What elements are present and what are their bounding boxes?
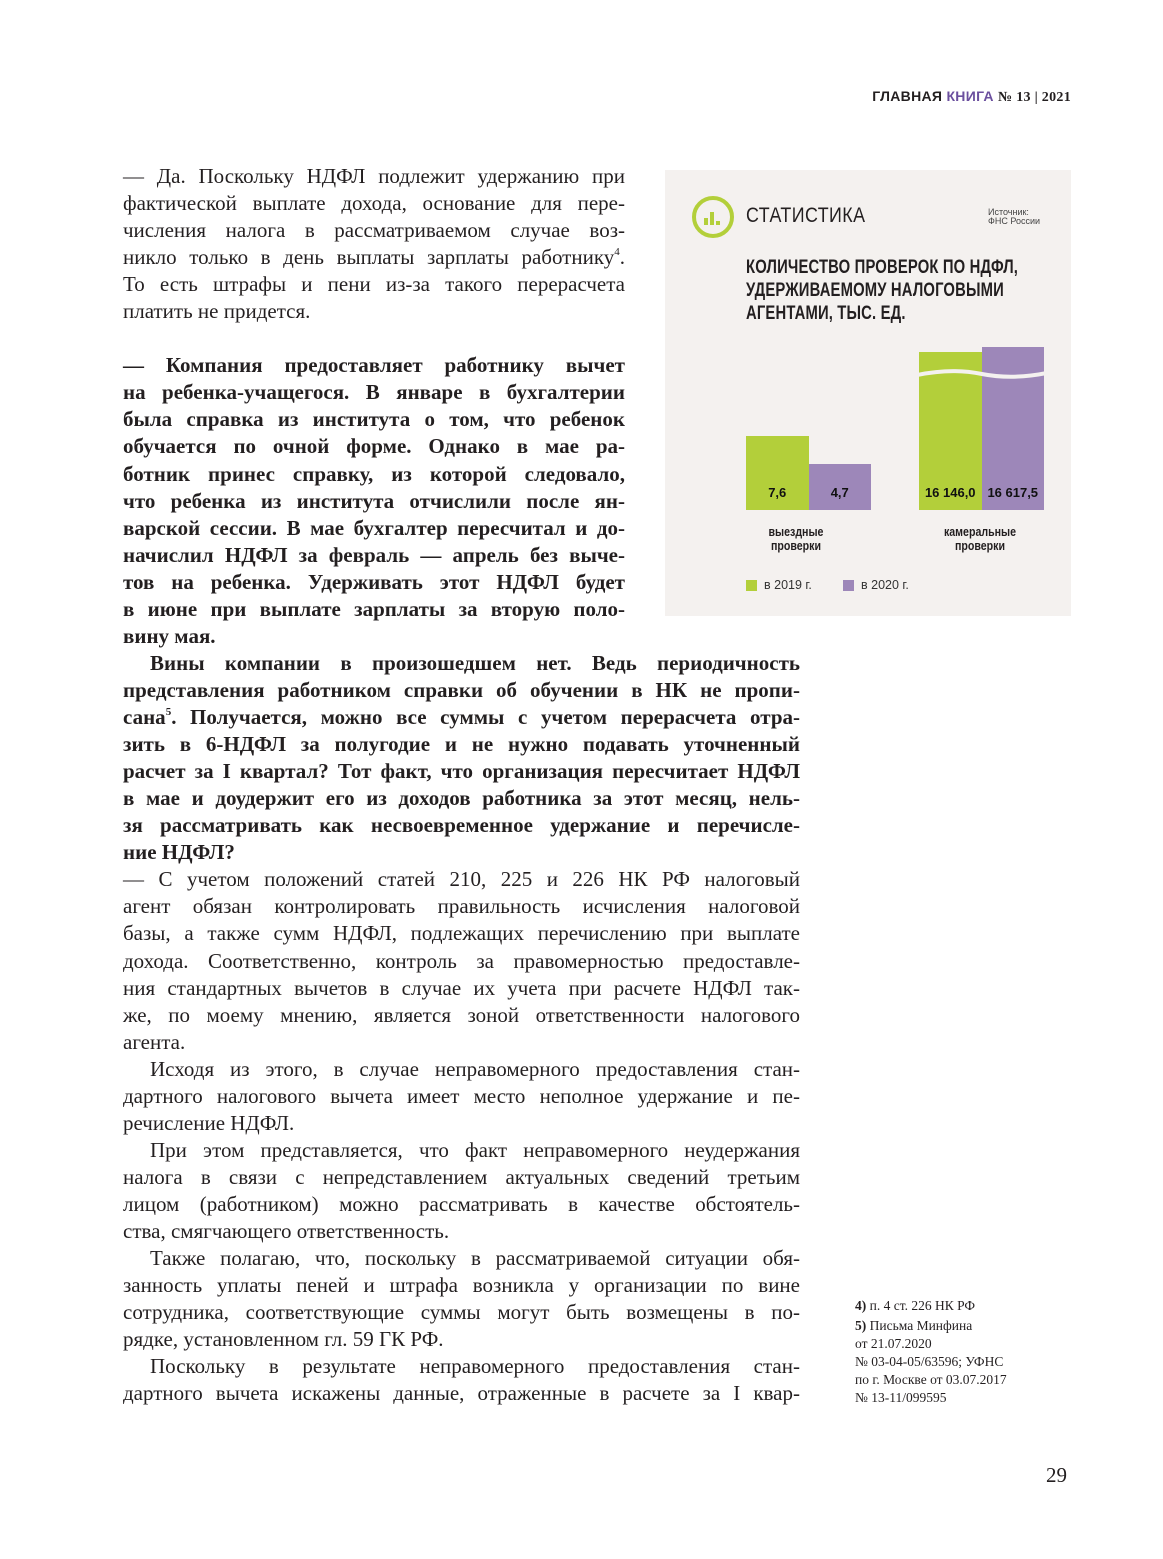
footnote-line: [855, 1371, 1075, 1389]
footnote-ref: 4: [614, 246, 620, 259]
category-label: [741, 525, 852, 553]
line-text: числения налога в рассматриваемом случае воз-: [123, 218, 625, 243]
text-line: [123, 1299, 800, 1326]
text-line: [123, 1056, 800, 1083]
category-label-line: проверки: [770, 539, 822, 553]
line-text: начислил НДФЛ за февраль — апрель без выче-: [123, 542, 625, 567]
text-line: [123, 975, 800, 1002]
line-text: расчет за I квартал? Тот факт, что организация пересчитает НДФЛ: [123, 759, 800, 784]
legend-item-2020: [843, 578, 909, 592]
line-text: — С учетом положений статей 210, 225 и 226 НК РФ налоговый: [123, 867, 800, 892]
line-text: ства, смягчающего ответственность.: [123, 1218, 450, 1243]
line-text: Исходя из этого, в случае неправомерного предоставления стан-: [150, 1056, 800, 1081]
text-line: [123, 1218, 800, 1245]
bar-2020: [809, 464, 872, 510]
footnote-ref: 5: [165, 706, 172, 719]
legend-swatch: [843, 580, 854, 591]
line-text: налога в связи с непредставлением актуальных сведений третьим: [123, 1164, 800, 1189]
line-text: ния стандартных вычетов в случае их учета при расчете НДФЛ так-: [123, 975, 800, 1000]
text-line: [123, 596, 625, 623]
text-line: [123, 569, 625, 596]
paragraph: [123, 1353, 800, 1407]
line-text: зя рассматривать как несвоевременное удержание и перечисле-: [123, 813, 800, 838]
legend-item-2019: [746, 578, 812, 592]
text-line: [123, 920, 800, 947]
footnote-line: [855, 1389, 1075, 1407]
footnote: [855, 1317, 1075, 1407]
line-text: рядке, установленном гл. 59 ГК РФ.: [123, 1327, 444, 1352]
footnote-number: 5): [855, 1318, 867, 1333]
text-line: [123, 298, 625, 325]
text-line: [123, 1380, 800, 1407]
article-text-narrow: [123, 163, 625, 650]
bar-value-label: 16 617,5: [987, 485, 1039, 500]
paragraph: [123, 1245, 800, 1353]
text-line: [123, 1353, 800, 1380]
text-line: [123, 704, 800, 731]
text-line: [123, 839, 800, 866]
text-line: [123, 1191, 800, 1218]
text-line: [123, 163, 625, 190]
brand-part1: ГЛАВНАЯ: [872, 88, 943, 104]
line-text: варской сессии. В мае бухгалтер пересчитал и до-: [123, 515, 625, 540]
paragraph: [123, 650, 800, 866]
footnote-number: 4): [855, 1298, 867, 1313]
paragraph: [123, 1056, 800, 1137]
line-text: сана: [123, 705, 166, 730]
text-line: [123, 1110, 800, 1137]
footnote-text: по г. Москве от 03.07.2017: [855, 1372, 1007, 1387]
text-line: [123, 948, 800, 975]
paragraph: [123, 866, 800, 1055]
line-text: платить не придется.: [123, 299, 311, 324]
footnote: [855, 1297, 1075, 1315]
text-line: [123, 488, 625, 515]
category-label-line: проверки: [954, 539, 1006, 553]
issue-number: № 13 | 2021: [998, 90, 1071, 105]
running-header: [872, 88, 1071, 106]
legend-swatch: [746, 580, 757, 591]
paragraph: [123, 163, 625, 325]
line-text: ние НДФЛ?: [123, 840, 235, 865]
line-text: тов на ребенка. Удерживать этот НДФЛ будет: [123, 569, 625, 594]
text-line: [123, 271, 625, 298]
line-text: базы, а также сумм НДФЛ, подлежащих перечислению при выплате: [123, 921, 800, 946]
category-label-line: камеральные: [943, 525, 1017, 539]
text-line: [123, 1083, 800, 1110]
line-text: никло только в день выплаты зарплаты работнику: [123, 245, 615, 270]
paragraph: [123, 1137, 800, 1245]
text-line: [123, 406, 625, 433]
category-label: [925, 525, 1036, 553]
text-line: [123, 217, 625, 244]
text-line: [123, 1326, 800, 1353]
line-text: что ребенка из института отчислили после ян-: [123, 488, 625, 513]
bar-chart-icon: [692, 196, 734, 238]
line-text: .: [619, 245, 625, 270]
line-text: в июне при выплате зарплаты за вторую поло-: [123, 596, 625, 621]
text-line: [123, 731, 800, 758]
text-line: [123, 623, 625, 650]
line-text: При этом представляется, что факт неправомерного неудержания: [150, 1137, 800, 1162]
panel-section-title: СТАТИСТИКА: [746, 204, 866, 227]
line-text: . Получается, можно все суммы с учетом перерасчета отра-: [171, 705, 800, 730]
text-line: [123, 650, 800, 677]
text-line: [123, 785, 800, 812]
category-label-line: выездные: [768, 525, 824, 539]
line-text: представления работником справки об обучении в НК не пропи-: [123, 678, 800, 703]
chart-title: [746, 256, 1018, 325]
line-text: в мае и доудержит его из доходов работника за этот месяц, нель-: [123, 786, 800, 811]
paragraph: [123, 352, 625, 650]
bar-2019: [746, 436, 809, 510]
text-line: [123, 542, 625, 569]
line-text: агент обязан контролировать правильность исчисления налоговой: [123, 894, 800, 919]
line-text: на ребенка-учащегося. В январе в бухгалтерии: [123, 380, 625, 405]
text-line: [123, 1137, 800, 1164]
line-text: сотрудника, соответствующие суммы могут быть возмещены в по-: [123, 1300, 800, 1325]
text-line: [123, 244, 625, 271]
footnote-text: Письма Минфина: [869, 1318, 973, 1333]
text-line: [123, 190, 625, 217]
bar-value-label: 4,7: [830, 484, 849, 500]
page-number: 29: [1046, 1463, 1067, 1487]
line-text: была справка из института о том, что ребенок: [123, 407, 625, 432]
text-line: [123, 515, 625, 542]
text-line: [123, 893, 800, 920]
text-line: [123, 433, 625, 460]
text-line: [123, 1029, 800, 1056]
text-line: [123, 866, 800, 893]
brand-part2: КНИГА: [946, 88, 994, 104]
footnote-text: от 21.07.2020: [855, 1336, 932, 1351]
text-line: [123, 1164, 800, 1191]
line-text: вину мая.: [123, 623, 216, 648]
text-line: [123, 758, 800, 785]
chart-title-line: КОЛИЧЕСТВО ПРОВЕРОК ПО НДФЛ,: [746, 257, 1019, 278]
line-text: Вины компании в произошедшем нет. Ведь периодичность: [150, 651, 800, 675]
chart-title-line: УДЕРЖИВАЕМОМУ НАЛОГОВЫМИ: [746, 280, 1004, 301]
footnote-line: [855, 1353, 1075, 1371]
line-text: дартного вычета искажены данные, отраженные в расчете за I квар-: [123, 1381, 800, 1406]
text-line: [123, 1245, 800, 1272]
source-value: ФНС России: [988, 216, 1041, 226]
line-text: речисление НДФЛ.: [123, 1110, 295, 1135]
text-line: [123, 461, 625, 488]
line-text: Поскольку в результате неправомерного предоставления стан-: [150, 1354, 800, 1379]
footnote-line: [855, 1317, 1075, 1335]
legend-label: в 2020 г.: [861, 578, 909, 592]
line-text: дохода. Соответственно, контроль за правомерностью предоставле-: [123, 948, 800, 973]
text-line: [123, 1002, 800, 1029]
footnote-line: [855, 1297, 1075, 1315]
article-text-wide: [123, 650, 800, 1407]
line-text: дартного налогового вычета имеет место неполное удержание и пе-: [123, 1083, 800, 1108]
line-text: ботник принес справку, из которой следовало,: [123, 461, 625, 486]
line-text: же, по моему мнению, является зоной ответственности налогового: [123, 1002, 800, 1027]
text-line: [123, 1272, 800, 1299]
line-text: агента.: [123, 1029, 186, 1054]
line-text: зить в 6-НДФЛ за полугодие и не нужно подавать уточненный: [123, 732, 800, 757]
legend-label: в 2019 г.: [764, 578, 812, 592]
footnote-text: № 03-04-05/63596; УФНС: [855, 1354, 1004, 1369]
footnote-text: № 13-11/099595: [855, 1390, 947, 1405]
chart-title-line: АГЕНТАМИ, ТЫС. ЕД.: [746, 303, 906, 324]
text-line: [123, 677, 800, 704]
line-text: обучается по очной форме. Однако в мае ра-: [123, 434, 625, 459]
bar-value-label: 16 146,0: [924, 484, 976, 500]
line-text: — Компания предоставляет работнику вычет: [123, 353, 625, 378]
footnotes: [855, 1297, 1075, 1409]
text-line: [123, 352, 625, 379]
footnote-text: п. 4 ст. 226 НК РФ: [869, 1298, 976, 1313]
bar-value-label: 7,6: [768, 485, 787, 500]
line-text: занность уплаты пеней и штрафа возникла у организации по вине: [123, 1273, 800, 1298]
footnote-line: [855, 1335, 1075, 1353]
line-text: То есть штрафы и пени из-за такого перерасчета: [123, 272, 625, 297]
text-line: [123, 812, 800, 839]
line-text: — Да. Поскольку НДФЛ подлежит удержанию при: [123, 164, 625, 188]
source-label: Источник:: [988, 207, 1029, 217]
line-text: Также полагаю, что, поскольку в рассматриваемой ситуации обя-: [150, 1246, 800, 1271]
source-note: [988, 208, 1040, 226]
line-text: фактической выплате дохода, основание для пере-: [123, 191, 625, 216]
axis-break-mark: [917, 369, 1047, 381]
paragraph-gap: [123, 325, 625, 352]
line-text: лицом (работником) можно рассматривать в качестве обстоятель-: [123, 1191, 800, 1216]
statistics-panel: [665, 170, 1071, 616]
text-line: [123, 379, 625, 406]
